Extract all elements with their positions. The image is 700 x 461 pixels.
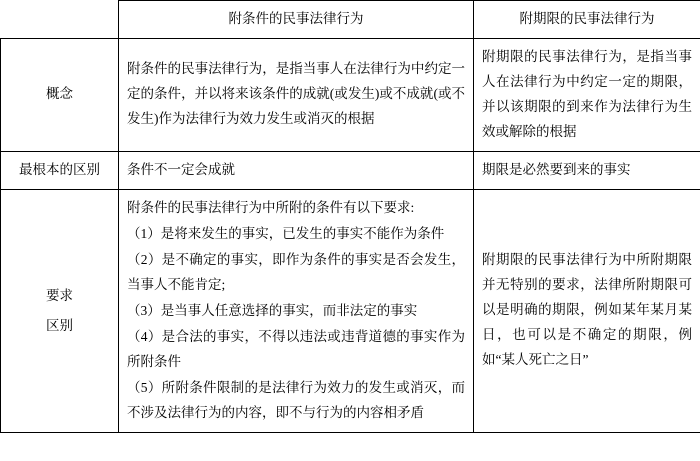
header-term-act: 附期限的民事法律行为 bbox=[474, 1, 700, 39]
cell-requirement-conditional bbox=[119, 189, 474, 432]
header-corner-cell bbox=[1, 1, 119, 39]
table-row bbox=[1, 189, 700, 432]
row-label-requirement-difference bbox=[1, 189, 119, 432]
row-label-concept: 概念 bbox=[1, 38, 119, 151]
table-header-row bbox=[1, 1, 700, 39]
requirement-line: （4）是合法的事实，不得以违法或违背道德的事实作为所附条件 bbox=[127, 328, 465, 369]
requirement-line: （5）所附条件限制的是法律行为效力的发生或消灭，而不涉及法律行为的内容，即不与行为的内容相矛盾 bbox=[127, 379, 465, 420]
cell-fundamental-conditional: 条件不一定会成就 bbox=[119, 151, 474, 189]
row-label-fundamental-difference: 最根本的区别 bbox=[1, 151, 119, 189]
cell-concept-term: 附期限的民事法律行为，是指当事人在法律行为中约定一定的期限，并以该期限的到来作为法律行为生效或解除的根据 bbox=[474, 38, 700, 151]
requirement-line: 附条件的民事法律行为中所附的条件有以下要求: bbox=[127, 199, 415, 215]
cell-fundamental-term: 期限是必然要到来的事实 bbox=[474, 151, 700, 189]
table-row bbox=[1, 151, 700, 189]
cell-concept-conditional: 附条件的民事法律行为，是指当事人在法律行为中约定一定的条件，并以将来该条件的成就(或发生)或不成就(或不发生)作为法律行为效力发生或消灭的根据 bbox=[119, 38, 474, 151]
header-conditional-act: 附条件的民事法律行为 bbox=[119, 1, 474, 39]
cell-requirement-term: 附期限的民事法律行为中所附期限并无特别的要求，法律所附期限可以是明确的期限，例如某年某月某日，也可以是不确定的期限，例如“某人死亡之日” bbox=[474, 189, 700, 432]
row-label-line-2: 区别 bbox=[46, 317, 73, 333]
table-row bbox=[1, 38, 700, 151]
requirement-line: （3）是当事人任意选择的事实，而非法定的事实 bbox=[127, 302, 418, 318]
requirement-line: （2）是不确定的事实，即作为条件的事实是否会发生，当事人不能肯定; bbox=[127, 251, 465, 292]
requirement-line: （1）是将来发生的事实，已发生的事实不能作为条件 bbox=[127, 225, 445, 241]
row-label-line-1: 要求 bbox=[46, 287, 73, 303]
